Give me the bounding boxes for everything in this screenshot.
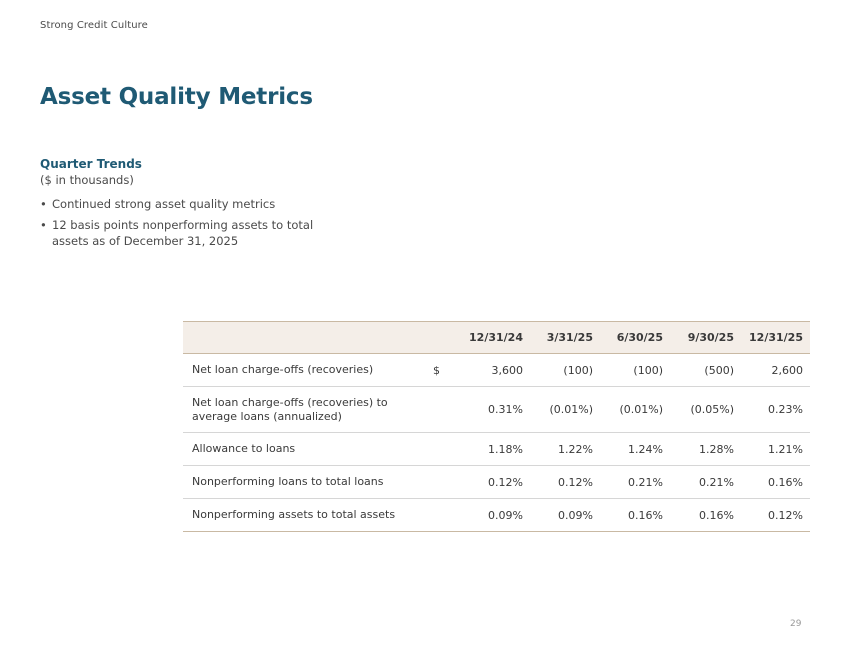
column-header: 6/30/25	[600, 322, 670, 354]
currency-symbol: $	[433, 354, 453, 387]
row-label: Nonperforming assets to total assets	[183, 499, 433, 532]
currency-symbol	[433, 433, 453, 466]
table-cell: 0.21%	[600, 466, 670, 499]
header-label-cell	[183, 322, 433, 354]
page-number: 29	[790, 619, 802, 629]
table-cell: 0.16%	[600, 499, 670, 532]
page-title: Asset Quality Metrics	[40, 84, 313, 110]
table-cell: 1.18%	[453, 433, 530, 466]
table-cell: 0.31%	[453, 387, 530, 433]
table-cell: 1.21%	[741, 433, 810, 466]
column-header: 12/31/24	[453, 322, 530, 354]
row-label: Allowance to loans	[183, 433, 433, 466]
bullet-item	[40, 196, 340, 212]
column-header: 3/31/25	[530, 322, 600, 354]
currency-symbol	[433, 387, 453, 433]
intro-block	[40, 156, 340, 254]
table-cell: (500)	[670, 354, 741, 387]
table-row	[183, 354, 810, 387]
table-cell: 0.09%	[453, 499, 530, 532]
bullet-list	[40, 196, 340, 249]
row-label: Net loan charge-offs (recoveries)	[183, 354, 433, 387]
table-cell: (0.05%)	[670, 387, 741, 433]
table-cell: 0.21%	[670, 466, 741, 499]
table-cell: (100)	[530, 354, 600, 387]
table-cell: 1.22%	[530, 433, 600, 466]
bullet-text: Continued strong asset quality metrics	[52, 197, 276, 211]
column-header: 9/30/25	[670, 322, 741, 354]
table-row	[183, 387, 810, 433]
column-header: 12/31/25	[741, 322, 810, 354]
table-cell: 2,600	[741, 354, 810, 387]
units-note: ($ in thousands)	[40, 173, 134, 187]
currency-symbol	[433, 466, 453, 499]
table-cell: 0.12%	[453, 466, 530, 499]
table-cell: 0.16%	[741, 466, 810, 499]
bullet-icon: •	[40, 218, 47, 232]
table-cell: 3,600	[453, 354, 530, 387]
table-cell: (100)	[600, 354, 670, 387]
table-cell: 1.24%	[600, 433, 670, 466]
asset-quality-table	[183, 321, 810, 532]
table-cell: (0.01%)	[600, 387, 670, 433]
row-label: Net loan charge-offs (recoveries) to average loans (annualized)	[183, 387, 433, 433]
table-header-row	[183, 322, 810, 354]
row-label: Nonperforming loans to total loans	[183, 466, 433, 499]
table-cell: 0.12%	[530, 466, 600, 499]
bullet-text: 12 basis points nonperforming assets to total assets as of December 31, 2025	[52, 218, 314, 248]
table-row	[183, 466, 810, 499]
section-label: Strong Credit Culture	[40, 20, 148, 31]
bullet-item	[40, 217, 340, 249]
subheading: Quarter Trends	[40, 157, 142, 171]
table-cell: 1.28%	[670, 433, 741, 466]
table-cell: 0.12%	[741, 499, 810, 532]
table-row	[183, 499, 810, 532]
header-currency-cell	[433, 322, 453, 354]
table-cell: 0.09%	[530, 499, 600, 532]
currency-symbol	[433, 499, 453, 532]
table-row	[183, 433, 810, 466]
table-cell: 0.23%	[741, 387, 810, 433]
table-cell: 0.16%	[670, 499, 741, 532]
bullet-icon: •	[40, 197, 47, 211]
table-cell: (0.01%)	[530, 387, 600, 433]
